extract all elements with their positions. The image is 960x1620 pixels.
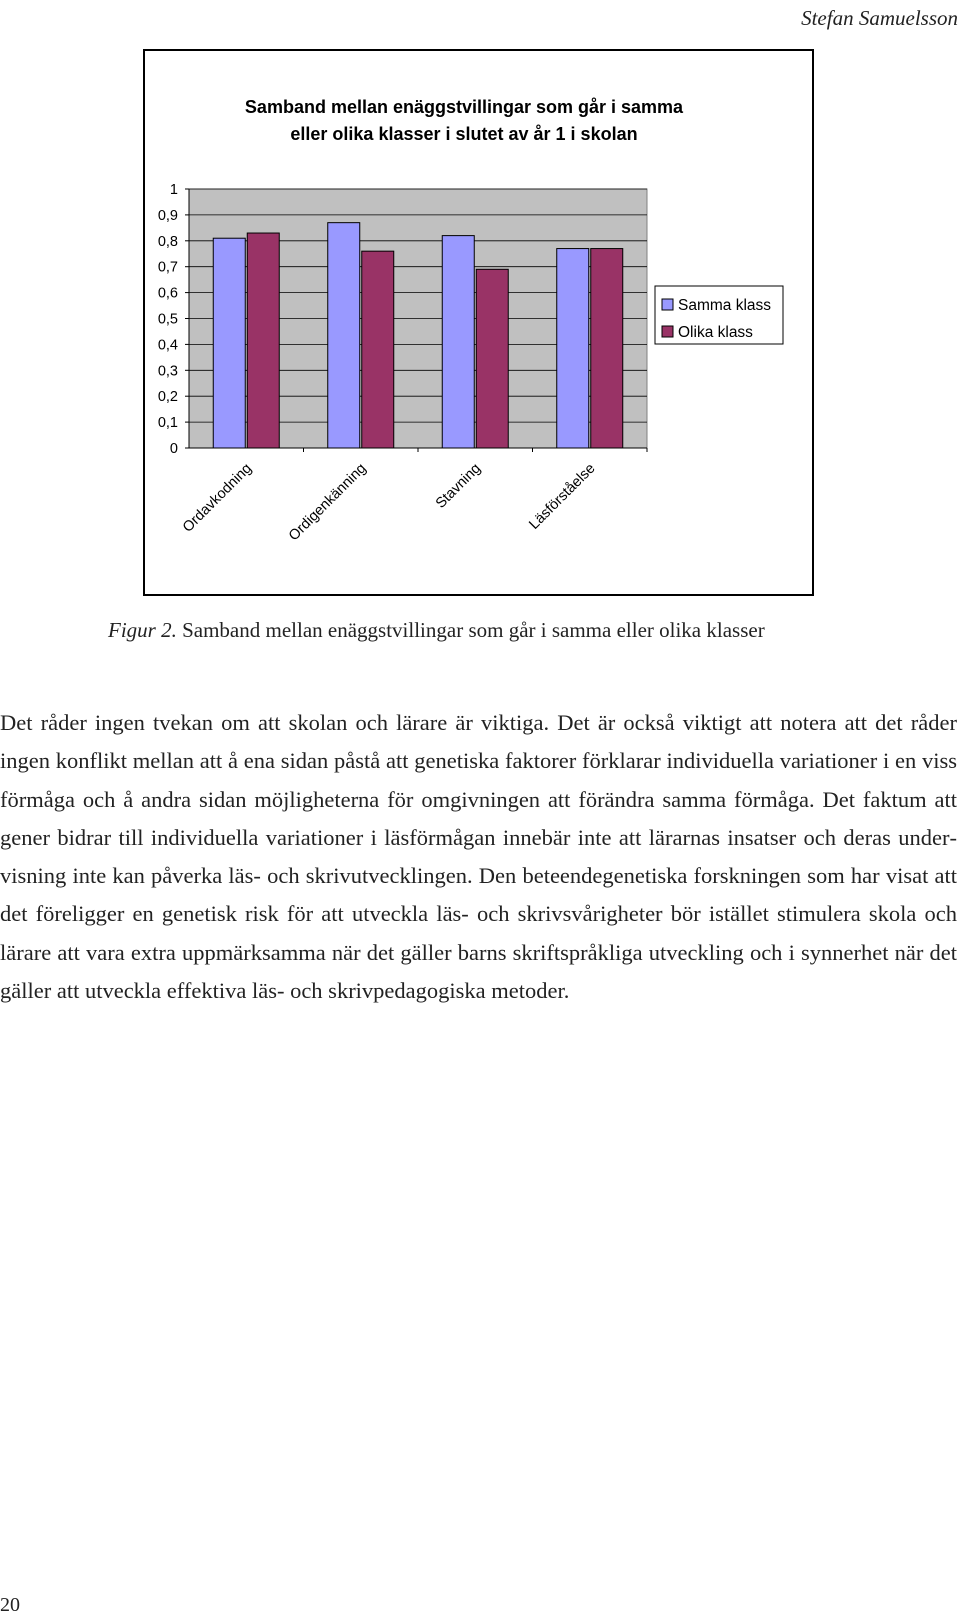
bar-samma-klass-stavning [442,236,474,448]
y-tick-label: 0 [169,441,178,457]
legend-swatch-samma-klass [662,299,673,310]
y-tick-label: 0,1 [157,415,178,432]
bar-olika-klass-l-sf-rst-else [591,249,623,448]
y-tick-label: 0,9 [157,207,178,224]
y-tick-label: 0,5 [157,311,178,328]
bar-chart [145,51,812,594]
y-tick-label: 1 [169,182,178,198]
x-tick-label-stavning: Stavning [432,460,485,512]
chart-title-line-1: Samband mellan enäggstvillingar som går i samma [244,97,684,117]
y-tick-label: 0,6 [157,285,178,302]
legend-label-samma-klass: Samma klass [678,297,772,314]
bar-samma-klass-l-sf-rst-else [557,249,589,448]
figure-caption-text: Samband mellan enäggstvillingar som går i samma eller olika klasser [176,618,765,642]
x-tick-label-ordavkodning: Ordavkodning [179,460,256,536]
bar-olika-klass-ordigenk-nning [362,251,394,448]
y-tick-label: 0,8 [157,233,178,250]
legend-label-olika-klass: Olika klass [678,324,753,341]
y-tick-label: 0,7 [157,259,178,276]
running-head-author: Stefan Samuelsson [801,6,958,30]
figure-label: Figur 2. [108,618,177,642]
y-tick-label: 0,3 [157,363,178,380]
figure-caption [108,618,765,643]
legend-swatch-olika-klass [662,326,673,337]
bar-samma-klass-ordigenk-nning [328,223,360,448]
x-tick-label-ordigenk-nning: Ordigenkänning [285,460,370,545]
chart-frame [143,49,814,596]
y-tick-label: 0,2 [157,389,178,406]
bar-olika-klass-ordavkodning [247,233,279,448]
page-number: 20 [0,1594,20,1616]
bar-olika-klass-stavning [476,269,508,448]
bar-samma-klass-ordavkodning [213,238,245,448]
body-paragraph: Det råder ingen tvekan om att skolan och lärare är viktiga. Det är också viktigt att notera att det råder ingen konflikt mellan att å ena sidan påstå att genetiska faktorer förklarar individuella variationer i en viss förmåga och å andra sidan möjligheterna för omgivningen att förändra samma förmåga. Det faktum att gener bidrar till individuella variationer i läsförmågan innebär inte att lärarnas insatser och deras undervisning inte kan påverka läs- och skrivutvecklingen. Den beteendegenetiska forskningen som har visat att det föreligger en genetisk risk för att utveckla läs- och skrivsvårigheter bör istället stimulera skola och lärare att vara extra uppmärksamma när det gäller barns skriftspråkliga utveckling och i synnerhet när det gäller att utveckla effektiva läs- och skrivpedagogiska metoder. [0,710,957,1004]
chart-title-line-2: eller olika klasser i slutet av år 1 i skolan [290,124,638,144]
y-tick-label: 0,4 [157,337,178,354]
x-tick-label-l-sf-rst-else: Läsförståelse [526,460,599,533]
